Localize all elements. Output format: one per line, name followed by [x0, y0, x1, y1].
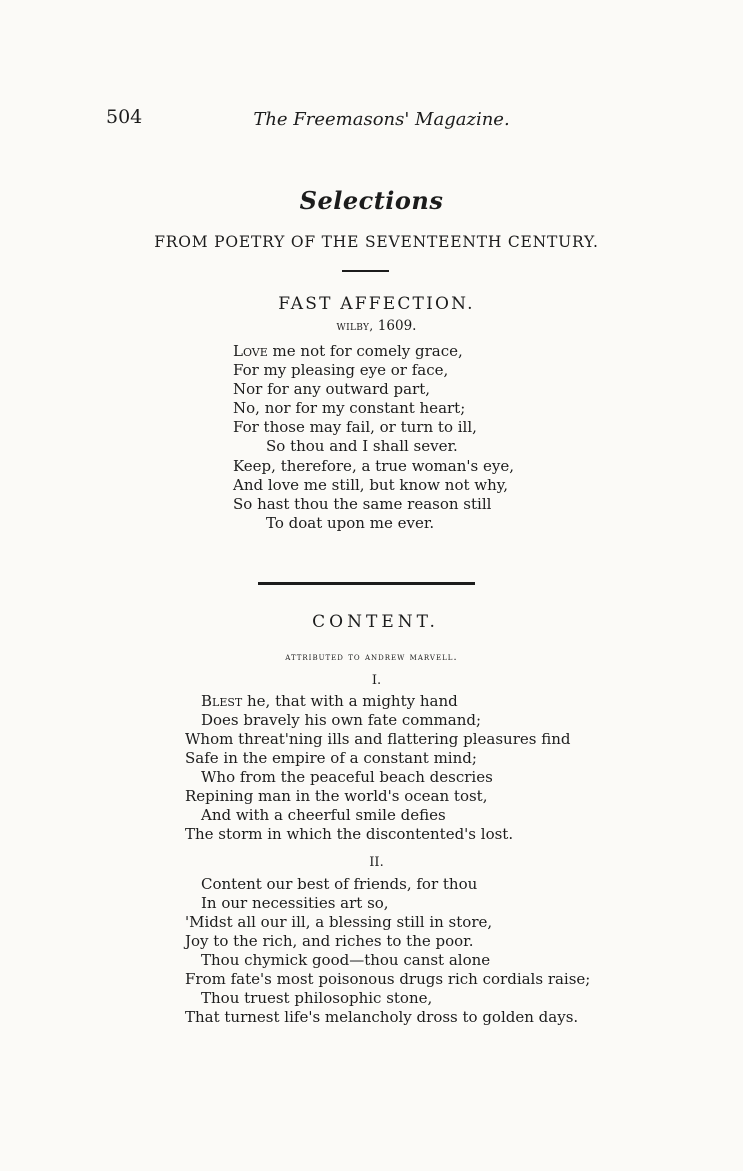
poem-line: Safe in the empire of a constant mind;	[185, 749, 477, 767]
poem-line: No, nor for my constant heart;	[233, 399, 466, 417]
stanza-numeral: II.	[369, 855, 384, 870]
poem-author-wilby	[0, 318, 743, 334]
stanza-numeral: I.	[371, 673, 382, 688]
section-title: Selections	[299, 186, 444, 215]
divider-short	[342, 270, 389, 272]
first-word: Blest	[201, 692, 243, 710]
poem-line: Blest he, that with a mighty hand	[201, 692, 458, 710]
poem-title-content: CONTENT.	[312, 612, 439, 632]
poem-line: So thou and I shall sever.	[266, 437, 458, 455]
page-number: 504	[106, 106, 143, 128]
poem-line: Joy to the rich, and riches to the poor.	[185, 932, 474, 950]
poem-line: And with a cheerful smile defies	[201, 806, 446, 824]
running-head: The Freemasons' Magazine.	[253, 109, 510, 130]
poem-line: That turnest life's melancholy dross to golden days.	[185, 1008, 579, 1026]
poem-line: For those may fail, or turn to ill,	[233, 418, 477, 436]
poem-line: Does bravely his own fate command;	[201, 711, 482, 729]
author-year: 1609.	[377, 318, 417, 334]
author-name: wilby,	[336, 318, 374, 333]
poem-line: So hast thou the same reason still	[233, 495, 492, 513]
poem-line: In our necessities art so,	[201, 894, 389, 912]
poem-line: Nor for any outward part,	[233, 380, 431, 398]
poem-line: Content our best of friends, for thou	[201, 875, 478, 893]
poem-line: Who from the peaceful beach descries	[201, 768, 493, 786]
poem-title-fast-affection: FAST AFFECTION.	[278, 294, 475, 314]
first-word: Love	[233, 342, 268, 360]
poem-line: 'Midst all our ill, a blessing still in store,	[185, 913, 493, 931]
poem-line: And love me still, but know not why,	[233, 476, 509, 494]
poem-line: Whom threat'ning ills and flattering pleasures find	[185, 730, 571, 748]
poem-line: Keep, therefore, a true woman's eye,	[233, 457, 514, 475]
poem-line: Thou chymick good—thou canst alone	[201, 951, 491, 969]
poem-line: Thou truest philosophic stone,	[201, 989, 433, 1007]
poem-author-marvell: attributed to andrew marvell.	[285, 651, 458, 663]
poem-line: To doat upon me ever.	[266, 514, 435, 532]
poem-line: From fate's most poisonous drugs rich cordials raise;	[185, 970, 591, 988]
poem-line: Repining man in the world's ocean tost,	[185, 787, 488, 805]
section-subtitle: FROM POETRY OF THE SEVENTEENTH CENTURY.	[154, 233, 599, 251]
poem-line: Love me not for comely grace,	[233, 342, 463, 360]
poem-line: For my pleasing eye or face,	[233, 361, 449, 379]
poem-line: The storm in which the discontented's lost.	[185, 825, 514, 843]
divider-long	[258, 582, 475, 585]
